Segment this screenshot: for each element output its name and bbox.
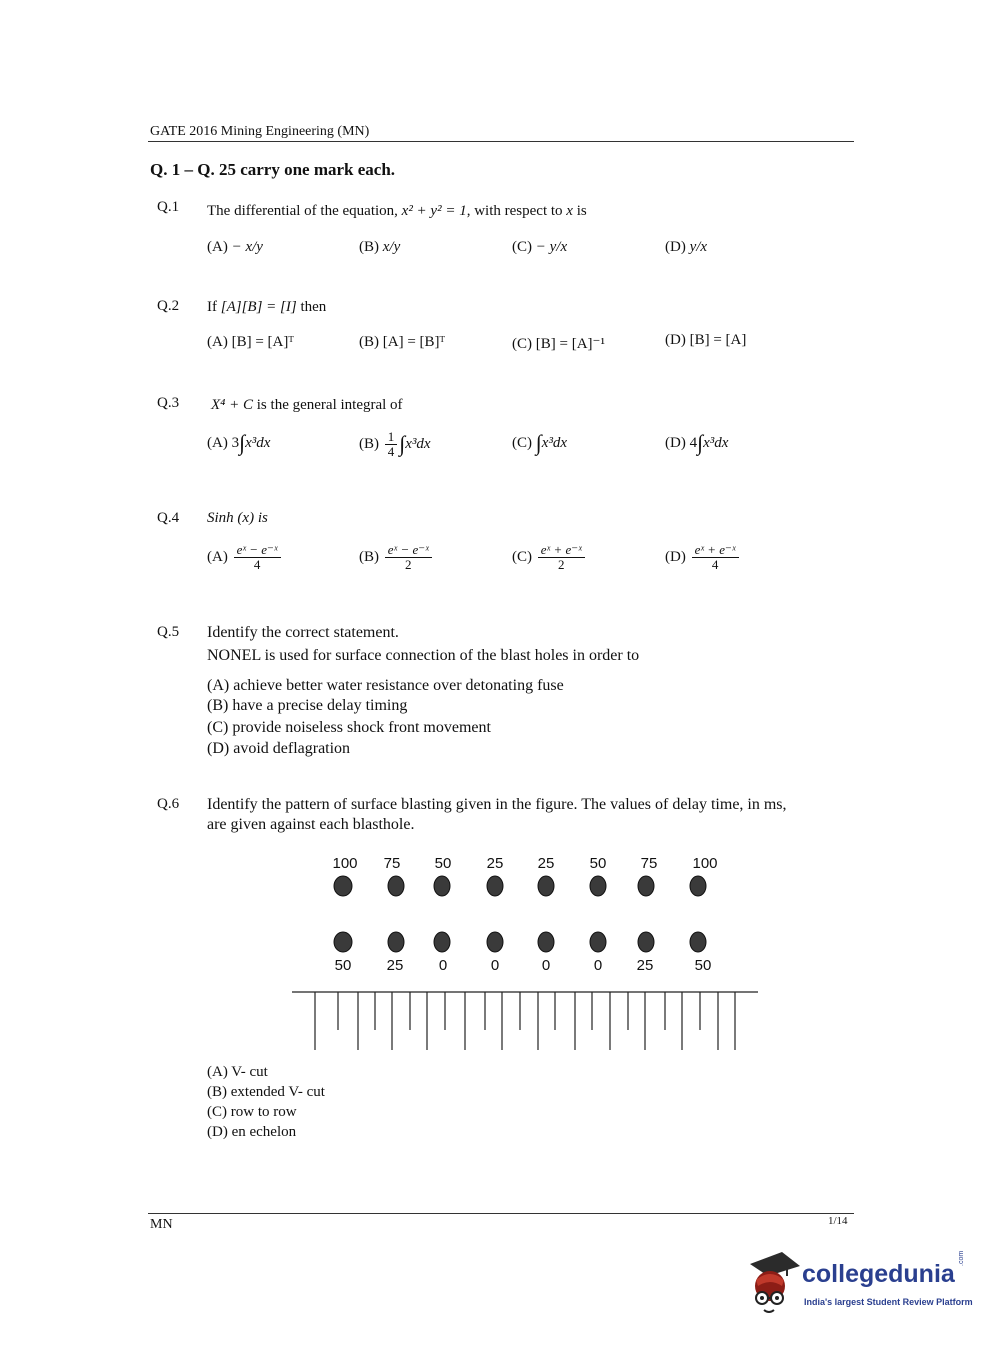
q5-line1: Identify the correct statement. [207,624,399,641]
blasthole [690,876,706,896]
blasthole-diagram [280,870,770,1060]
q3-option-a: (A) 3∫x³dx [207,430,271,455]
blasthole [487,876,503,896]
q6-line1: Identify the pattern of surface blasting given in the figure. The values of delay time, in ms, [207,796,787,813]
top-delay-label: 50 [434,855,452,872]
q5-option-d: (D) avoid deflagration [207,740,351,757]
q5-number: Q.5 [157,624,180,640]
q2-option-a: (A) [B] = [A]ᵀ [207,334,294,350]
bottom-delay-label: 0 [490,957,500,974]
blasthole [434,876,450,896]
q6-option-a: (A) V- cut [207,1064,268,1080]
blasthole [434,932,450,952]
q2-option-c: (C) [B] = [A]⁻¹ [512,336,605,352]
blasthole [590,932,606,952]
q6-option-b: (B) extended V- cut [207,1084,325,1100]
collegedunia-logo [742,1250,972,1320]
mascot-icon [742,1250,802,1320]
q1-option-b: (B) x/y [359,239,401,255]
q4-option-b: (B) $\frac{\text{eˣ − e⁻ˣ}}{2}$ [359,543,434,573]
free-face-line [292,992,758,1050]
blasthole [538,876,554,896]
q2-option-d: (D) [B] = [A] [665,332,747,348]
blasthole [638,876,654,896]
blasthole [334,932,352,952]
q1-option-c: (C) − y/x [512,239,568,255]
brand-name: collegedunia [802,1260,955,1288]
q2-number: Q.2 [157,298,180,314]
brand-tagline: India's largest Student Review Platform [804,1297,973,1307]
header-rule [148,141,854,142]
q1-number: Q.1 [157,199,180,215]
q6-option-c: (C) row to row [207,1104,297,1120]
brand-suffix: .com [958,1250,965,1266]
blasthole [690,932,706,952]
blasthole [538,932,554,952]
bottom-delay-label: 0 [541,957,551,974]
bottom-delay-label: 50 [334,957,352,974]
blasthole [638,932,654,952]
q6-option-d: (D) en echelon [207,1124,297,1140]
q3-option-d: (D) 4∫x³dx [665,430,729,455]
footer-rule [148,1213,854,1214]
q3-text: X⁴ + C is the general integral of [211,397,403,413]
top-delay-label: 75 [640,855,658,872]
blasthole [487,932,503,952]
top-delay-label: 100 [692,855,718,872]
q2-option-b: (B) [A] = [B]ᵀ [359,334,445,350]
q3-option-c: (C) ∫x³dx [512,430,568,455]
page-header: GATE 2016 Mining Engineering (MN) [150,124,370,139]
top-delay-label: 25 [537,855,555,872]
q6-number: Q.6 [157,796,180,812]
q4-option-c: (C) $\frac{\text{eˣ + e⁻ˣ}}{2}$ [512,543,587,573]
bottom-delay-label: 25 [386,957,404,974]
blasthole [590,876,606,896]
page-number: 1/14 [828,1215,848,1227]
q5-option-c: (C) provide noiseless shock front movement [207,719,491,736]
q3-number: Q.3 [157,395,180,411]
q4-option-a: (A) $\frac{\text{eˣ − e⁻ˣ}}{4}$ [207,543,283,573]
bottom-delay-label: 0 [438,957,448,974]
q1-option-d: (D) y/x [665,239,708,255]
bottom-delay-label: 25 [636,957,654,974]
q5-option-b: (B) have a precise delay timing [207,697,408,714]
q4-option-d: (D) $\frac{\text{eˣ + e⁻ˣ}}{4}$ [665,543,741,573]
blasthole [334,876,352,896]
bottom-delay-label: 50 [694,957,712,974]
q5-line2: NONEL is used for surface connection of the blast holes in order to [207,647,640,664]
top-delay-label: 25 [486,855,504,872]
blasthole [388,876,404,896]
q1-option-a: (A) − x/y [207,239,263,255]
top-delay-label: 75 [383,855,401,872]
q3-option-b: (B) $\frac{1}{4}$ ∫x³dx [359,429,431,460]
q6-line2: are given against each blasthole. [207,816,415,833]
footer-code: MN [150,1217,173,1232]
q4-text: Sinh (x) is [207,510,268,526]
blasthole [388,932,404,952]
q1-text: The differential of the equation, x² + y² = 1, with respect to x is [207,203,587,219]
top-delay-label: 50 [589,855,607,872]
bottom-delay-label: 0 [593,957,603,974]
q4-number: Q.4 [157,510,180,526]
q5-option-a: (A) achieve better water resistance over detonating fuse [207,677,564,694]
q2-text: If [A][B] = [I] then [207,299,327,315]
top-delay-label: 100 [332,855,358,872]
section-title: Q. 1 – Q. 25 carry one mark each. [150,160,396,179]
